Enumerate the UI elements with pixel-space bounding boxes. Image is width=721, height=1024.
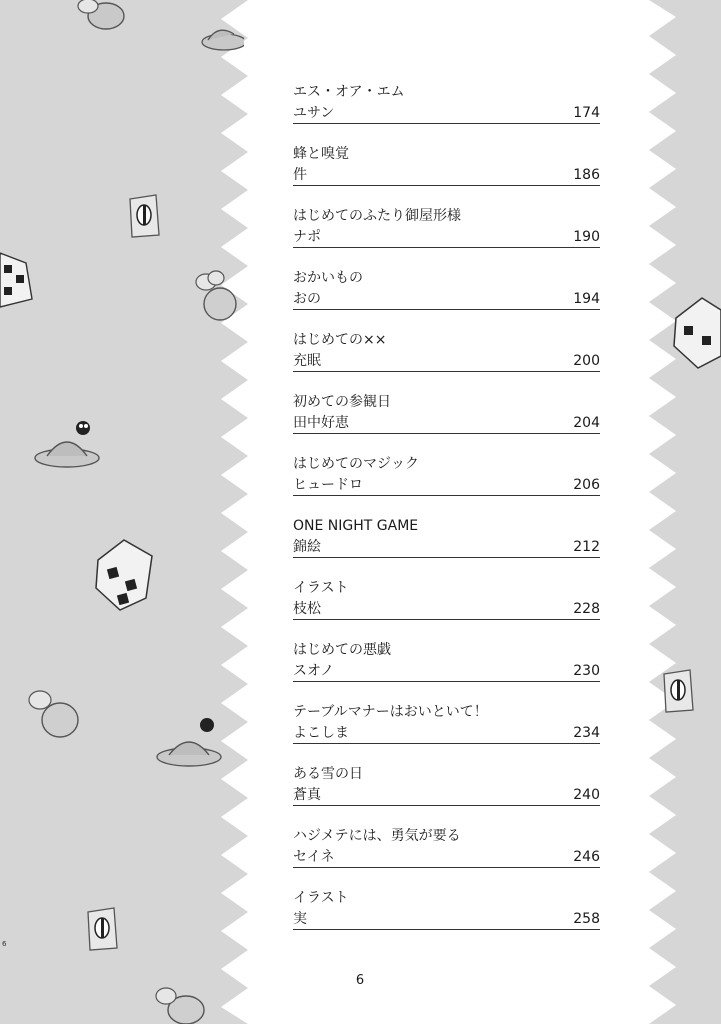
toc-entry-author: 実 xyxy=(293,911,307,927)
toc-entry-rule xyxy=(293,247,600,248)
toc-entry xyxy=(293,578,600,628)
cube-puzzle-icon xyxy=(672,296,721,370)
toc-entry-author: セイネ xyxy=(293,849,335,865)
toc-entry-page: 240 xyxy=(573,787,600,803)
margin-page-number: 6 xyxy=(2,940,7,948)
toc-entry-page: 212 xyxy=(573,539,600,555)
toc-entry-rule xyxy=(293,681,600,682)
toc-entry-author: 田中好恵 xyxy=(293,415,349,431)
candy-wrapper-icon xyxy=(126,193,162,241)
toc-entry xyxy=(293,392,600,442)
toc-entry-author: よこしま xyxy=(293,725,349,741)
ufo-icon xyxy=(198,18,244,56)
bee-icon xyxy=(150,984,210,1024)
toc-entry-author: おの xyxy=(293,291,321,307)
toc-entry-title: イラスト xyxy=(293,890,349,906)
page-number: 6 xyxy=(355,973,365,988)
bee-icon xyxy=(26,686,86,744)
toc-entry-rule xyxy=(293,309,600,310)
toc-entry-rule xyxy=(293,619,600,620)
toc-entry-title: はじめてのふたり御屋形様 xyxy=(293,208,461,224)
toc-entry-author: ヒュードロ xyxy=(293,477,363,493)
toc-entry xyxy=(293,640,600,690)
toc-entry-page: 200 xyxy=(573,353,600,369)
toc-entry-author: ユサン xyxy=(293,105,335,121)
toc-entry-title: ONE NIGHT GAME xyxy=(293,518,419,534)
toc-entry-author: ナポ xyxy=(293,229,321,245)
toc-entry-author: 充眠 xyxy=(293,353,321,369)
toc-entry-author: 錦絵 xyxy=(293,539,321,555)
ufo-icon xyxy=(155,715,227,773)
toc-entry-page: 186 xyxy=(573,167,600,183)
toc-entry-title: ハジメテには、勇気が要る xyxy=(293,828,461,844)
bee-icon xyxy=(72,0,132,34)
ufo-icon xyxy=(33,416,105,474)
toc-entry-page: 206 xyxy=(573,477,600,493)
toc-entry xyxy=(293,702,600,752)
candy-wrapper-icon xyxy=(84,906,120,954)
toc-entry xyxy=(293,82,600,132)
toc-entry-page: 194 xyxy=(573,291,600,307)
toc-entry-rule xyxy=(293,867,600,868)
toc-entry-page: 204 xyxy=(573,415,600,431)
toc-entry-title: ある雪の日 xyxy=(293,766,363,782)
toc-entry-author: スオノ xyxy=(293,663,335,679)
toc-entry-page: 230 xyxy=(573,663,600,679)
toc-entry xyxy=(293,826,600,876)
toc-entry-rule xyxy=(293,743,600,744)
toc-entry-title: おかいもの xyxy=(293,270,363,286)
toc-entry xyxy=(293,888,600,938)
cube-puzzle-icon xyxy=(94,538,156,612)
toc-entry-page: 228 xyxy=(573,601,600,617)
toc-entry xyxy=(293,206,600,256)
toc-entry-title: 初めての参観日 xyxy=(293,394,391,410)
toc-entry-title: 蜂と嗅覚 xyxy=(293,146,349,162)
toc-entry xyxy=(293,330,600,380)
toc-entry-author: 枝松 xyxy=(293,601,321,617)
toc-entry-rule xyxy=(293,433,600,434)
toc-entry-title: はじめてのマジック xyxy=(293,456,419,472)
toc-entry-rule xyxy=(293,929,600,930)
toc-entry-rule xyxy=(293,805,600,806)
toc-entry-title: イラスト xyxy=(293,580,349,596)
toc-entry-rule xyxy=(293,371,600,372)
toc-entry-title: はじめての悪戯 xyxy=(293,642,391,658)
toc-entry-page: 174 xyxy=(573,105,600,121)
toc-entry-page: 190 xyxy=(573,229,600,245)
toc-entry-author: 件 xyxy=(293,167,307,183)
toc-entry-page: 234 xyxy=(573,725,600,741)
toc-entry-rule xyxy=(293,557,600,558)
toc-entry xyxy=(293,516,600,566)
toc-entry-rule xyxy=(293,495,600,496)
toc-entry xyxy=(293,764,600,814)
toc-entry-author: 蒼真 xyxy=(293,787,321,803)
toc-entry-page: 258 xyxy=(573,911,600,927)
toc-entry-page: 246 xyxy=(573,849,600,865)
toc-entry xyxy=(293,454,600,504)
toc-entry xyxy=(293,144,600,194)
toc-entry-title: エス・オア・エム xyxy=(293,84,405,100)
toc-entry-title: テーブルマナーはおいといて！ xyxy=(293,704,488,720)
toc-entry xyxy=(293,268,600,318)
toc-entry-title: はじめての×× xyxy=(293,332,387,348)
toc-entry-rule xyxy=(293,123,600,124)
toc-entry-rule xyxy=(293,185,600,186)
bee-icon xyxy=(192,268,242,326)
candy-wrapper-icon xyxy=(660,668,696,716)
cube-puzzle-icon xyxy=(0,243,38,317)
